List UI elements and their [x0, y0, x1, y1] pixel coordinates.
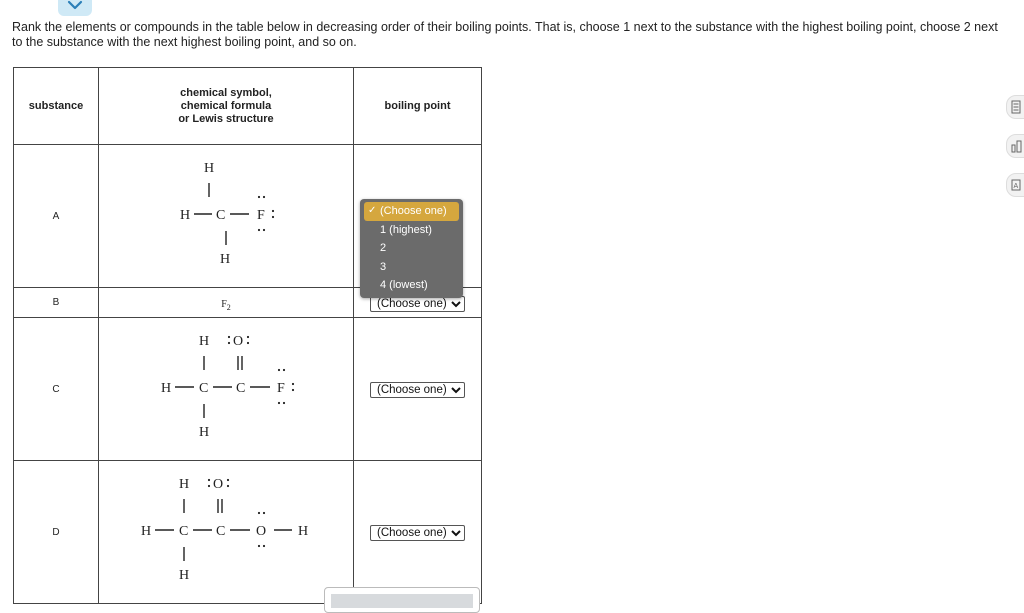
table-row: [14, 318, 482, 461]
dropdown-option[interactable]: 3: [380, 260, 387, 273]
formula-cell: [99, 288, 354, 318]
boiling-point-cell: [354, 461, 482, 604]
svg-text:O: O: [256, 524, 267, 539]
ranking-table: [13, 67, 482, 604]
lewis-structure-a: [99, 145, 354, 288]
rank-dropdown-list: [360, 199, 463, 298]
svg-text:H: H: [141, 524, 152, 539]
question-instructions: Rank the elements or compounds in the table below in decreasing order of their boiling points. That is, choose 1 next to the substance with the highest boiling point, choose 2 next to the substance with the next highest boiling point, and so on.: [12, 20, 998, 49]
svg-text:C: C: [216, 208, 226, 223]
rank-select-b[interactable]: [370, 296, 465, 312]
svg-text:C: C: [179, 524, 189, 539]
header-chemical-line: or Lewis structure: [178, 112, 274, 125]
svg-text:H: H: [298, 524, 309, 539]
dropdown-option[interactable]: 4 (lowest): [380, 279, 428, 291]
svg-text:C: C: [216, 524, 226, 539]
rank-select-c[interactable]: [370, 382, 465, 398]
dropdown-option[interactable]: 2: [380, 242, 387, 254]
calculator-button[interactable]: [1006, 95, 1024, 119]
substance-letter: B: [14, 288, 99, 318]
dropdown-option[interactable]: [364, 202, 459, 221]
substance-letter: C: [14, 318, 99, 461]
svg-text:O: O: [233, 334, 244, 349]
chevron-down-icon: [67, 0, 83, 10]
svg-text:C: C: [199, 381, 209, 396]
button-face: [331, 594, 473, 608]
rank-select-d[interactable]: [370, 525, 465, 541]
svg-text:H: H: [204, 161, 215, 176]
boiling-point-cell: [354, 318, 482, 461]
table-header-row: [14, 68, 482, 145]
header-chemical-line: chemical symbol,: [180, 86, 272, 99]
svg-text:H: H: [220, 252, 231, 267]
svg-text:F: F: [277, 381, 285, 396]
table-row: [14, 461, 482, 604]
svg-text:H: H: [180, 208, 191, 223]
header-chemical-line: chemical formula: [180, 99, 272, 112]
collapse-tab[interactable]: [58, 0, 92, 16]
lewis-structure-d: [99, 461, 354, 604]
chart-icon: [1011, 139, 1023, 153]
chemical-formula: [221, 299, 231, 310]
svg-text:O: O: [213, 477, 224, 492]
data-button[interactable]: [1006, 134, 1024, 158]
formula-subscript: 2: [226, 302, 231, 312]
substance-letter: D: [14, 461, 99, 604]
dropdown-option-label: (Choose one): [380, 205, 447, 217]
lewis-structure-c: [99, 318, 354, 461]
svg-text:F: F: [257, 208, 265, 223]
dropdown-option[interactable]: 1 (highest): [380, 223, 432, 236]
svg-text:A: A: [1013, 183, 1019, 190]
header-substance: substance: [14, 68, 99, 145]
periodic-table-button[interactable]: [1006, 173, 1024, 197]
svg-text:H: H: [179, 568, 190, 583]
formula-symbol: F: [221, 298, 227, 310]
svg-text:C: C: [236, 381, 246, 396]
substance-letter: A: [14, 145, 99, 288]
svg-text:H: H: [199, 425, 210, 440]
bottom-action-button[interactable]: [324, 587, 480, 613]
calculator-icon: [1011, 100, 1021, 114]
svg-text:H: H: [161, 381, 172, 396]
periodic-table-icon: [1011, 179, 1021, 191]
svg-text:H: H: [199, 334, 210, 349]
header-boiling-point: boiling point: [354, 68, 482, 145]
check-icon: ✓: [368, 205, 377, 216]
header-chemical: [99, 68, 354, 145]
svg-text:H: H: [179, 477, 190, 492]
